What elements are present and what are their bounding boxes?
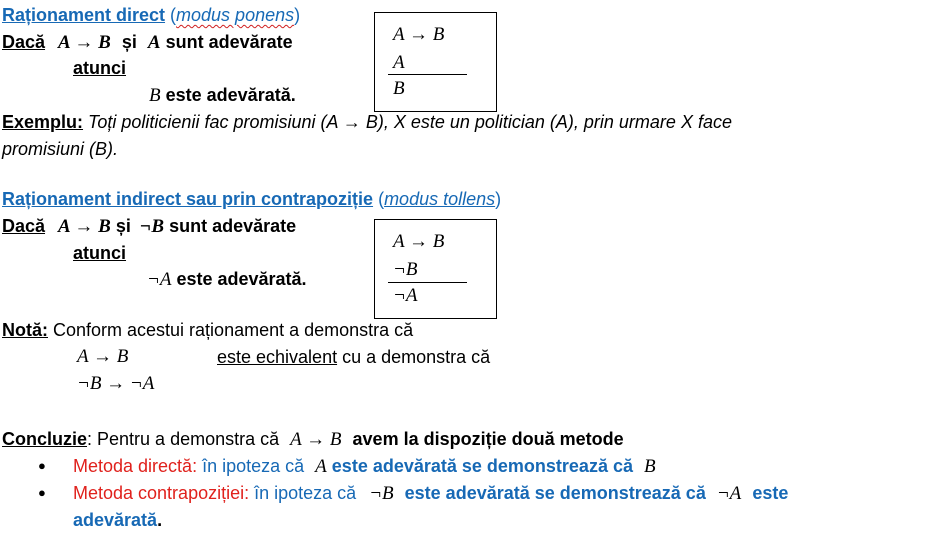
indirect-box-line1: A → B	[393, 231, 445, 252]
bullet2-line2-text: adevărată	[73, 510, 158, 530]
indirect-atunci: atunci	[73, 243, 127, 263]
conclusion-text-b: avem la dispoziție două metode	[352, 429, 624, 449]
note-rest: cu a demonstra că	[337, 347, 491, 367]
direct-conclusion-var: B	[149, 85, 161, 106]
note-text: Conform acestui raționament a demonstra că	[48, 320, 414, 340]
example-text-line1: Toți politicienii fac promisiuni (A → B), X este un politician (A), prin urmare X face	[88, 112, 732, 132]
bullet2-var: ¬B	[369, 483, 394, 504]
direct-conclusion-line	[149, 84, 296, 107]
indirect-box-line3: ¬A	[393, 285, 418, 306]
direct-inference-box	[374, 12, 497, 112]
bullet1-line	[73, 455, 656, 478]
indirect-si: și	[115, 216, 131, 236]
direct-paren-close: )	[294, 5, 301, 25]
note-label: Notă:	[2, 320, 48, 340]
bullet2-line	[73, 482, 788, 505]
bullet1-rest: este adevărată se demonstrează că	[331, 456, 633, 476]
direct-premise2: A	[147, 32, 161, 53]
indirect-paren-open: (	[373, 189, 385, 209]
direct-atunci: atunci	[73, 58, 127, 78]
indirect-este-adevarata: este adevărată.	[176, 269, 307, 289]
note-echivalent: este echivalent	[217, 347, 338, 367]
conclusion-label: Concluzie	[2, 429, 88, 449]
bullet2-rest: este adevărată se demonstrează că	[404, 483, 706, 503]
conclusion-text-a: : Pentru a demonstra că	[87, 429, 280, 449]
direct-title: Raționament direct	[2, 5, 166, 25]
direct-box-rule	[388, 74, 467, 75]
bullet1-method: Metoda directă:	[73, 456, 198, 476]
direct-box-line3: B	[393, 78, 405, 99]
indirect-box-line2: ¬B	[393, 259, 418, 280]
direct-premise1: A → B	[58, 32, 111, 53]
note-formula1: A → B	[77, 346, 129, 367]
conclusion-formula: A → B	[290, 429, 342, 450]
indirect-heading	[2, 188, 501, 210]
bullet2-line2-end: .	[157, 510, 163, 530]
bullet2-tail: este	[752, 483, 789, 503]
bullet-dot-icon: ●	[38, 485, 46, 500]
bullet-dot-icon: ●	[38, 458, 46, 473]
bullet2-method: Metoda contrapoziției:	[73, 483, 250, 503]
indirect-paren-close: )	[495, 189, 502, 209]
direct-example-line1	[2, 111, 732, 133]
direct-si: și	[121, 32, 137, 52]
indirect-title: Raționament indirect sau prin contrapoziție	[2, 189, 374, 209]
indirect-latin-name: modus tollens	[384, 189, 496, 209]
bullet1-var: A	[315, 456, 327, 477]
direct-premise-line	[2, 31, 293, 54]
indirect-sunt-adevarate: sunt adevărate	[169, 216, 297, 236]
bullet2-hyp: în ipoteza că	[249, 483, 357, 503]
example-label: Exemplu:	[2, 112, 84, 132]
indirect-premise1: A → B	[58, 216, 111, 237]
note-equivalence-line	[217, 346, 490, 368]
note-line	[2, 319, 413, 341]
bullet2-var2: ¬A	[716, 483, 742, 504]
indirect-conclusion-line	[147, 268, 307, 291]
indirect-box-rule	[388, 282, 467, 283]
conclusion-line	[2, 428, 624, 451]
direct-box-line1: A → B	[393, 24, 445, 45]
bullet2-line2	[73, 509, 162, 531]
direct-este-adevarata: este adevărată.	[165, 85, 296, 105]
indirect-inference-box	[374, 219, 497, 319]
direct-daca: Dacă	[2, 32, 46, 52]
indirect-premise-line	[2, 215, 296, 238]
direct-sunt-adevarate: sunt adevărate	[165, 32, 293, 52]
note-formula2: ¬B → ¬A	[77, 373, 155, 394]
direct-heading	[2, 4, 300, 26]
example-text-line2: promisiuni (B).	[2, 139, 119, 159]
direct-box-line2: A	[393, 52, 405, 73]
indirect-premise2: ¬B	[139, 216, 165, 237]
direct-latin-name: modus ponens	[176, 5, 295, 25]
indirect-daca: Dacă	[2, 216, 46, 236]
bullet1-var2: B	[644, 456, 656, 477]
direct-paren-open: (	[165, 5, 177, 25]
indirect-conclusion-var: ¬A	[147, 269, 172, 290]
bullet1-hyp: în ipoteza că	[197, 456, 305, 476]
